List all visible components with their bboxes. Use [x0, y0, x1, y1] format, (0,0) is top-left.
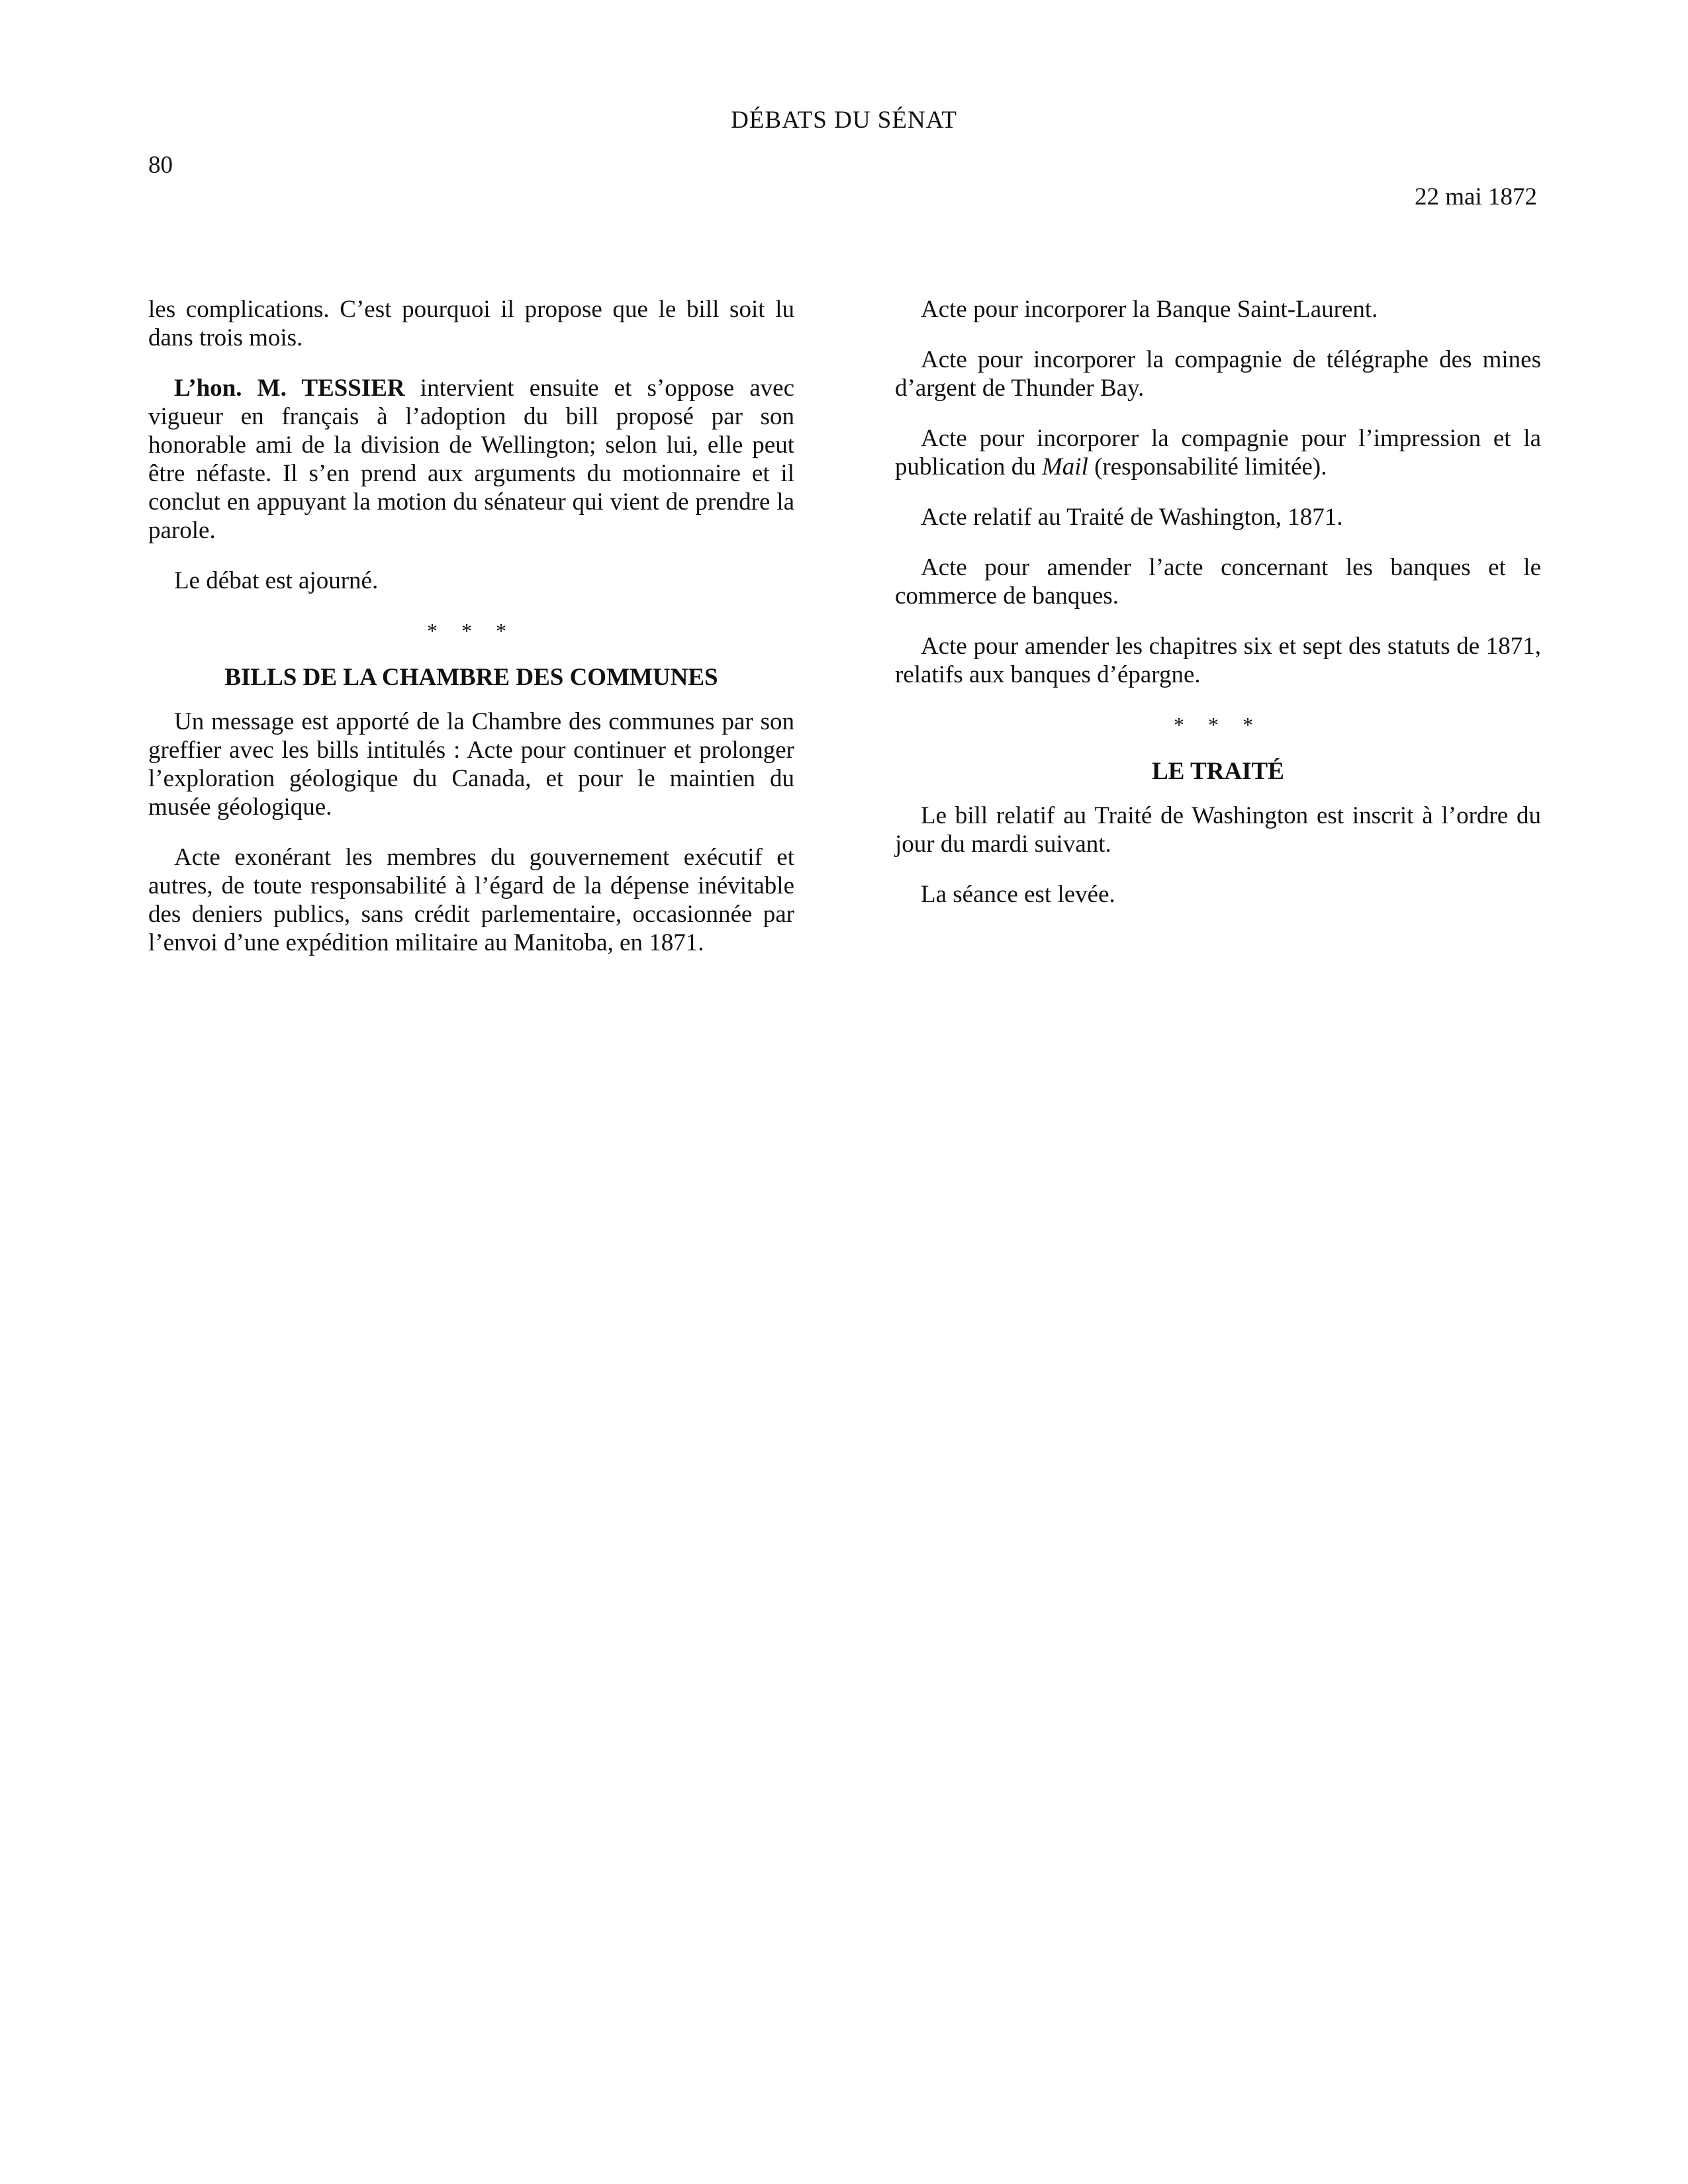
right-column [895, 295, 1541, 931]
paragraph-acte-banque: Acte pour incorporer la Banque Saint-Laurent. [921, 296, 1378, 323]
section-heading-bills: BILLS DE LA CHAMBRE DES COMMUNES [224, 664, 718, 691]
paragraph-debate-adjourned: Le débat est ajourné. [174, 567, 379, 594]
paragraph-seance-levee: La séance est levée. [921, 881, 1115, 908]
paragraph-tessier-text: intervient ensuite et s’oppose avec vigueur en français à l’adoption du bill proposé par son honorable ami de la division de Wellington; selon lui, elle peut être néfaste. Il s’en prend aux arguments du motionnaire et il conclut en appuyant la motion du sénateur qui vient de prendre la parole. [148, 375, 794, 544]
paragraph-acte-mail-start: Acte pour incorporer la compagnie pour l’impression et la publication du [895, 425, 1541, 480]
section-heading-traite: LE TRAITÉ [1152, 758, 1284, 785]
paragraph-bill-traite: Le bill relatif au Traité de Washington est inscrit à l’ordre du jour du mardi suivant. [895, 802, 1541, 858]
page-number: 80 [148, 152, 173, 179]
paragraph-acte-banques: Acte pour amender l’acte concernant les banques et le commerce de banques. [895, 554, 1541, 610]
paragraph-message: Un message est apporté de la Chambre des communes par son greffier avec les bills intitulés : Acte pour continuer et prolonger l’exploration géologique du Canada, et pour le maintien du musée géologique. [148, 708, 794, 821]
running-head-title: DÉBATS DU SÉNAT [731, 107, 957, 134]
paragraph-acte-exonerant: Acte exonérant les membres du gouvernement exécutif et autres, de toute responsabilité à l’égard de la dépense inévitable des deniers publics, sans crédit parlementaire, occasionnée par l’envoi d’une expédition militaire au Manitoba, en 1871. [148, 844, 794, 956]
speaker-name: L’hon. M. TESSIER [174, 375, 405, 402]
paragraph-tessier [148, 374, 794, 545]
section-separator: * * * [1174, 713, 1262, 737]
paragraph-continuation: les complications. C’est pourquoi il propose que le bill soit lu dans trois mois. [148, 296, 794, 351]
left-column [148, 295, 794, 979]
paragraph-acte-mail [895, 424, 1541, 481]
newspaper-title: Mail [1041, 453, 1088, 480]
paragraph-acte-chapitres: Acte pour amender les chapitres six et sept des statuts de 1871, relatifs aux banques d’épargne. [895, 633, 1541, 688]
paragraph-acte-telegraphe: Acte pour incorporer la compagnie de télégraphe des mines d’argent de Thunder Bay. [895, 346, 1541, 402]
page-date: 22 mai 1872 [1415, 183, 1537, 210]
paragraph-acte-mail-end: (responsabilité limitée). [1088, 453, 1327, 480]
paragraph-acte-traite: Acte relatif au Traité de Washington, 1871. [921, 504, 1343, 531]
section-separator: * * * [427, 619, 516, 643]
